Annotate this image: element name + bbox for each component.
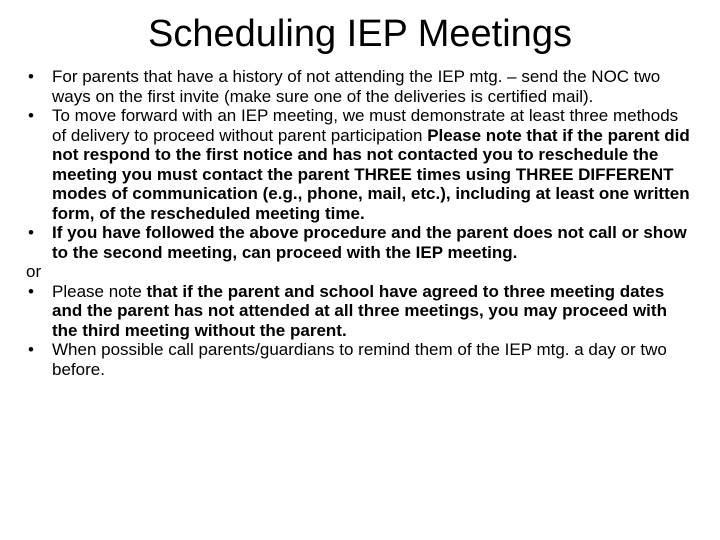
bullet-item-three-meeting-dates bbox=[26, 282, 696, 341]
bullet-item-followed-procedure bbox=[26, 223, 696, 262]
bullet-item-noc-two-ways bbox=[26, 67, 696, 106]
bullet-marker: • bbox=[28, 106, 34, 125]
slide-body bbox=[26, 67, 696, 379]
or-separator: or bbox=[26, 262, 42, 281]
bullet-text-bold: If you have followed the above procedure and the parent does not call or show to the second meeting, can proceed with the IEP meeting. bbox=[52, 223, 687, 262]
bullet-text: For parents that have a history of not attending the IEP mtg. – send the NOC two ways on the first invite (make sure one of the deliveries is certified mail). bbox=[52, 67, 661, 106]
bullet-marker: • bbox=[28, 223, 34, 242]
slide-title: Scheduling IEP Meetings bbox=[148, 13, 572, 55]
bullet-marker: • bbox=[28, 340, 34, 359]
bullet-marker: • bbox=[28, 281, 34, 301]
bullet-item-three-methods bbox=[26, 106, 696, 223]
bullet-text: To move forward with an IEP meeting, we must demonstrate at least three methods of delivery to proceed without parent participation bbox=[52, 106, 679, 145]
bullet-item-remind-parents bbox=[26, 340, 696, 379]
bullet-text: Please note bbox=[52, 281, 147, 301]
bullet-text: When possible call parents/guardians to remind them of the IEP mtg. a day or two before. bbox=[52, 340, 667, 379]
bullet-text-bold: that if the parent and school have agreed to three meeting dates and the parent has not attended at all three meetings, you may proceed with the third meeting without the parent. bbox=[52, 281, 667, 340]
bullet-marker: • bbox=[28, 67, 34, 86]
bullet-text-bold: Please note that if the parent did not respond to the first notice and has not contacted you to reschedule the meeting you must contact the parent THREE times using THREE DIFFERENT modes of communication (e.g., phone, mail, etc.), including at least one written form, of the rescheduled meeting time. bbox=[52, 125, 690, 223]
